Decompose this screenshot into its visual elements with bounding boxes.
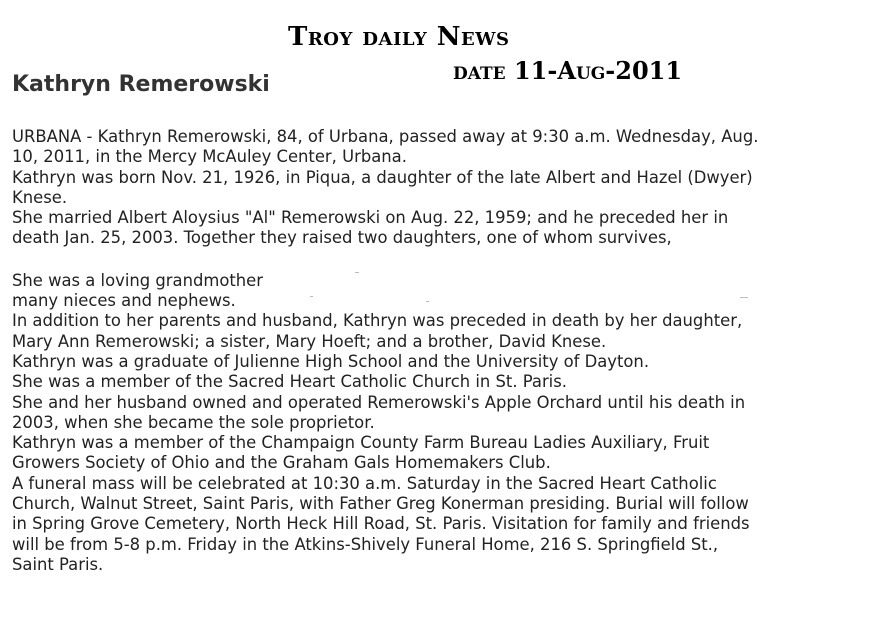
body-line: Kathryn was a graduate of Julienne High School and the University of Dayton. [12, 351, 650, 371]
newspaper-name: Troy daily News [288, 22, 510, 52]
obituary-headline: Kathryn Remerowski [12, 72, 270, 97]
body-line: She was a member of the Sacred Heart Catholic Church in St. Paris. [12, 372, 567, 392]
body-line: Mary Ann Remerowski; a sister, Mary Hoeft; and a brother, David Knese. [12, 331, 607, 351]
body-line: Knese. [12, 187, 68, 207]
body-line: She was a loving grandmother [12, 270, 263, 290]
erasure-mark [426, 301, 429, 302]
body-line: will be from 5-8 p.m. Friday in the Atkins-Shively Funeral Home, 216 S. Springfield St., [12, 534, 719, 554]
body-line: In addition to her parents and husband, Kathryn was preceded in death by her daughter, [12, 311, 743, 331]
body-line: Growers Society of Ohio and the Graham Gals Homemakers Club. [12, 453, 551, 473]
obituary-body [12, 127, 887, 575]
body-line: Church, Walnut Street, Saint Paris, with Father Greg Konerman presiding. Burial will follow [12, 494, 749, 514]
body-line: death Jan. 25, 2003. Together they raised two daughters, one of whom survives, [12, 228, 672, 248]
body-line: Kathryn was a member of the Champaign County Farm Bureau Ladies Auxiliary, Fruit [12, 433, 710, 453]
erasure-mark [355, 272, 359, 273]
body-line: 10, 2011, in the Mercy McAuley Center, Urbana. [12, 147, 407, 167]
body-line: A funeral mass will be celebrated at 10:30 a.m. Saturday in the Sacred Heart Catholic [12, 473, 717, 493]
body-line: She and her husband owned and operated Remerowski's Apple Orchard until his death in [12, 392, 746, 412]
body-line: Kathryn was born Nov. 21, 1926, in Piqua, a daughter of the late Albert and Hazel (Dwyer) [12, 167, 753, 187]
body-line: Saint Paris. [12, 554, 104, 574]
erasure-mark [310, 296, 313, 297]
body-line: many nieces and nephews. [12, 291, 236, 311]
publication-date: date 11-Aug-2011 [453, 56, 683, 85]
body-line: in Spring Grove Cemetery, North Heck Hill Road, St. Paris. Visitation for family and friends [12, 514, 750, 534]
body-line: URBANA - Kathryn Remerowski, 84, of Urbana, passed away at 9:30 a.m. Wednesday, Aug. [12, 127, 759, 146]
erasure-mark [740, 297, 748, 298]
blank-line [12, 249, 887, 271]
body-line: 2003, when she became the sole proprietor. [12, 412, 375, 432]
body-line: She married Albert Aloysius "Al" Remerowski on Aug. 22, 1959; and he preceded her in [12, 208, 729, 228]
